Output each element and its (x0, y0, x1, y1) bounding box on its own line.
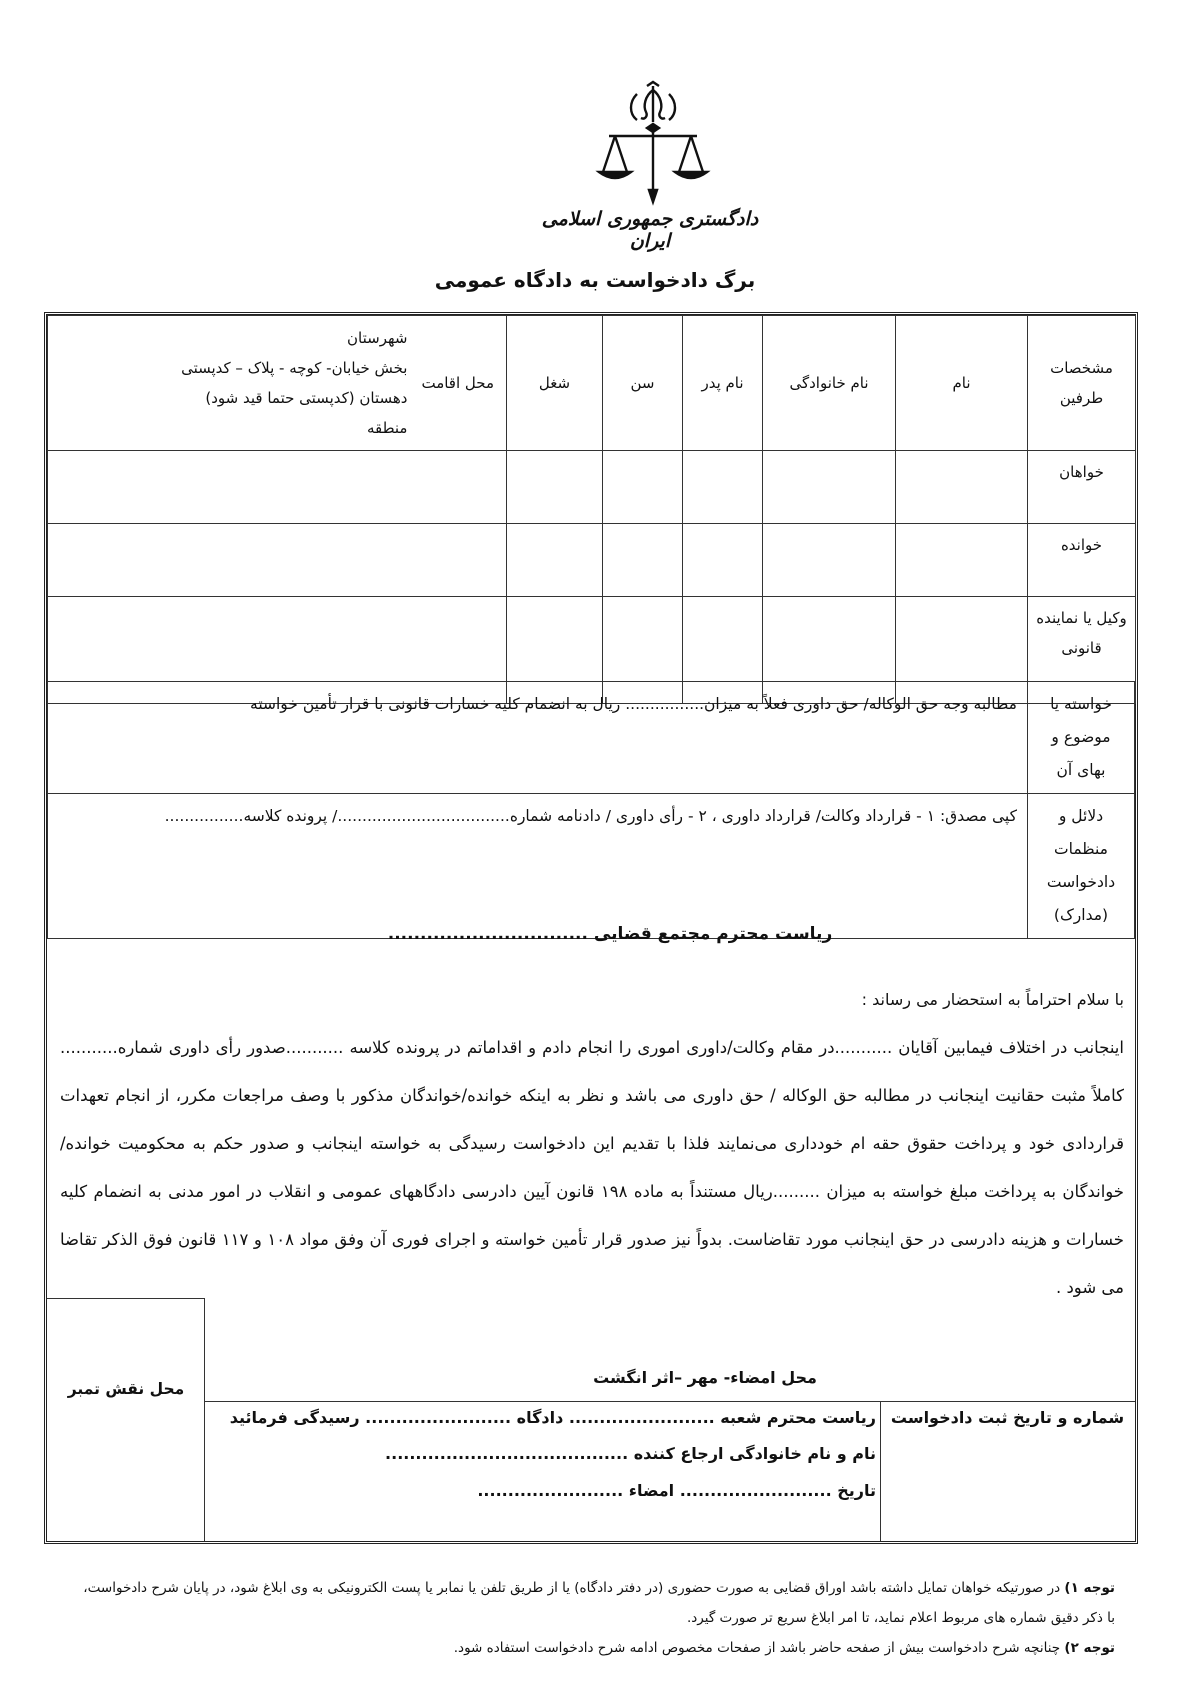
address-line-4: منطقه (366, 419, 408, 437)
request-evidence-table (47, 681, 1135, 939)
col-job: شغل (507, 316, 603, 451)
greeting-line: با سلام احتراماً به استحضار می رساند : (861, 990, 1124, 1009)
plaintiff-name-cell[interactable] (896, 451, 1028, 524)
plaintiff-father-cell[interactable] (683, 451, 763, 524)
note-2 (75, 1633, 1115, 1663)
registration-divider (880, 1401, 881, 1541)
evidence-row (48, 794, 1135, 939)
registration-label: شماره و تاریخ ثبت دادخواست (890, 1408, 1125, 1427)
residence-label: محل اقامت (421, 374, 494, 392)
plaintiff-age-cell[interactable] (603, 451, 683, 524)
plaintiff-family-cell[interactable] (763, 451, 896, 524)
defendant-job-cell[interactable] (507, 524, 603, 597)
evidence-text[interactable]: کپی مصدق: ۱ - قرارداد وکالت/ قرارداد داوری ، ۲ - رأی داوری / دادنامه شماره.................................../ پرونده کلاسه................ (48, 794, 1028, 939)
signature-divider (205, 1401, 1135, 1402)
stamp-box (47, 1298, 205, 1541)
plaintiff-job-cell[interactable] (507, 451, 603, 524)
plaintiff-address-cell[interactable] (48, 451, 507, 524)
addressee-line: ریاست محترم مجتمع قضایی ............................... (387, 924, 833, 944)
parties-header-row (48, 316, 1136, 451)
evidence-label: دلائل و منظمات دادخواست (مدارک) (1028, 794, 1135, 939)
org-name: دادگستری جمهوری اسلامی ایران (541, 208, 759, 252)
note-2-text: چنانچه شرح دادخواست بیش از صفحه حاضر باشد از صفحات مخصوص ادامه شرح دادخواست استفاده شود. (453, 1640, 1065, 1656)
col-age: سن (603, 316, 683, 451)
party-row-defendant (48, 524, 1136, 597)
referral-line-3: تاریخ ......................... امضاء ........................ (477, 1481, 876, 1500)
col-family: نام خانوادگی (763, 316, 896, 451)
row-label-attorney: وکیل یا نماینده قانونی (1028, 597, 1136, 704)
col-specs: مشخصات طرفین (1028, 316, 1136, 451)
row-label-defendant: خوانده (1028, 524, 1136, 597)
judiciary-emblem-icon (593, 80, 713, 210)
defendant-age-cell[interactable] (603, 524, 683, 597)
note-1-label: توجه ۱) (1064, 1580, 1115, 1596)
note-2-label: توجه ۲) (1064, 1640, 1115, 1656)
request-text[interactable]: مطالبه وجه حق الوکاله/ حق داوری فعلاً به میزان................ ریال به انضمام کلیه خسارات قانونی با قرار تأمین خواسته (48, 682, 1028, 794)
defendant-family-cell[interactable] (763, 524, 896, 597)
form-title: برگ دادخواست به دادگاه عمومی (434, 268, 756, 292)
address-line-1: شهرستان (347, 329, 408, 347)
party-row-plaintiff (48, 451, 1136, 524)
defendant-name-cell[interactable] (896, 524, 1028, 597)
request-label: خواسته یا موضوع و بهای آن (1028, 682, 1135, 794)
row-label-plaintiff: خواهان (1028, 451, 1136, 524)
stamp-place-label: محل نقش تمبر (67, 1380, 185, 1398)
col-name: نام (896, 316, 1028, 451)
address-line-2: بخش خیابان- کوچه - پلاک – کدپستی (181, 359, 408, 377)
signature-place-label: محل امضاء- مهر –اثر انگشت (593, 1368, 817, 1387)
referral-line-1: ریاست محترم شعبه ........................ دادگاه ........................ رسیدگی فرمائید (229, 1408, 876, 1427)
col-residence (48, 316, 507, 451)
defendant-address-cell[interactable] (48, 524, 507, 597)
note-1 (75, 1573, 1115, 1633)
col-father: نام پدر (683, 316, 763, 451)
referral-line-2: نام و نام خانوادگی ارجاع کننده ........................................ (385, 1444, 876, 1463)
note-1-text: در صورتیکه خواهان تمایل داشته باشد اوراق قضایی به صورت حضوری (در دفتر دادگاه) یا از طریق تلفن یا نمابر یا پست الکترونیکی به وی ابلاغ شود، در پایان شرح دادخواست، با ذکر دقیق شماره های مربوط اعلام نماید، تا امر ابلاغ سریع تر صورت گیرد. (83, 1580, 1115, 1626)
petition-body[interactable]: اینجانب در اختلاف فیمابین آقایان ...........در مقام وکالت/داوری اموری را انجام دادم و اقداماتم در پرونده کلاسه ...........صدور رأی داوری شماره........... کاملاً مثبت حقانیت اینجانب در مطالبه حق الوکاله / حق داوری می باشد و نظر به اینکه خوانده/خواندگان مذکور با وصف مراجعات مکرر، از انجام تعهدات قراردادی خود و پرداخت حقوق حقه ام خودداری می‌نمایند فلذا با تقدیم این دادخواست رسیدگی به خواسته اینجانب و صدور حکم به محکومیت خوانده/خواندگان به پرداخت مبلغ خواسته به میزان .........ریال مستنداً به ماده ۱۹۸ قانون آیین دادرسی دادگاههای عمومی و انقلاب در امور مدنی به انضمام کلیه خسارات و هزینه دادرسی در حق اینجانب مورد تقاضاست. بدواً نیز صدور قرار تأمین خواسته و اجرای فوری آن وفق مواد ۱۰۸ و ۱۱۷ قانون فوق الذکر تقاضا می شود . (60, 1038, 1124, 1297)
defendant-father-cell[interactable] (683, 524, 763, 597)
address-line-3: دهستان (کدپستی حتما قید شود) (205, 389, 408, 407)
parties-table (47, 315, 1136, 704)
request-row (48, 682, 1135, 794)
